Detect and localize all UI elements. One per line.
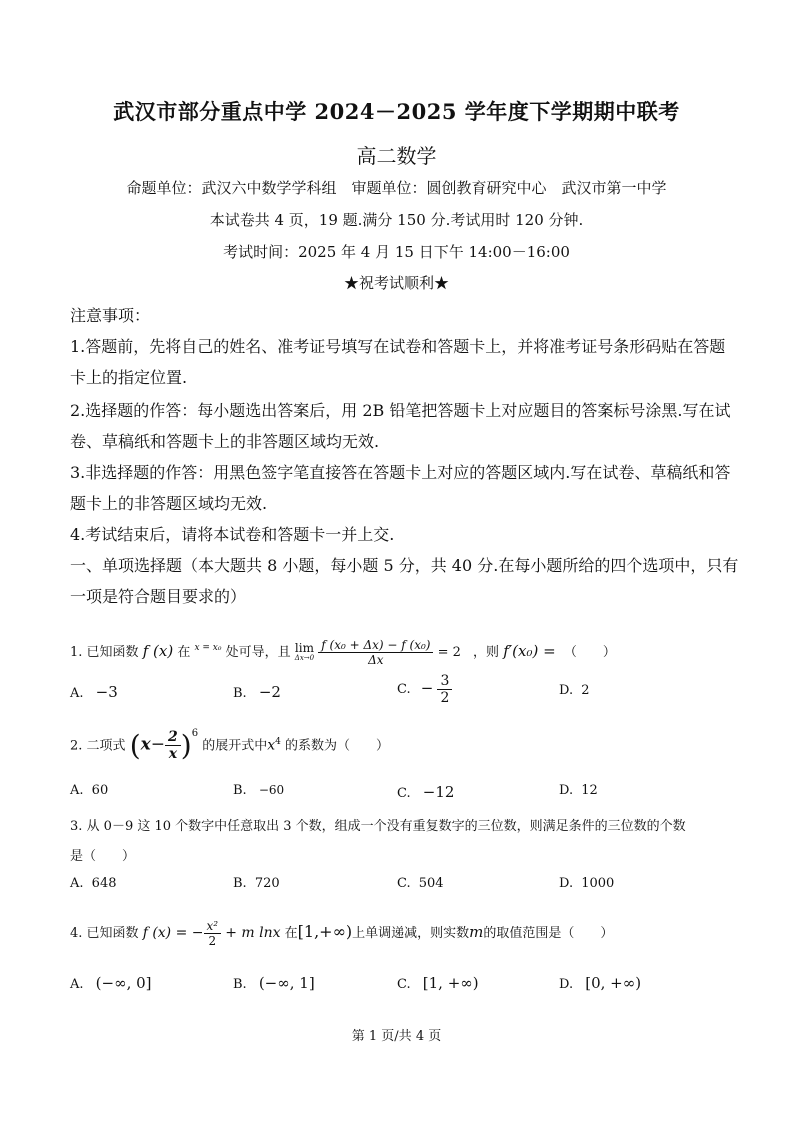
section-heading-line1: 一、单项选择题（本大题共 8 小题，每小题 5 分，共 40 分.在每小题所给的四个选项中，只有 [70,556,739,575]
option-label: D. [559,683,574,698]
q2-suffix: 的系数为（ ） [285,738,390,754]
q2-term: x [267,737,276,754]
option-label: A. [70,876,84,891]
q2-right-paren: ) [180,728,192,762]
exam-time: 考试时间：2025 年 4 月 15 日下午 14:00－16:00 [223,243,570,261]
question-4 [70,912,613,954]
q2-term-pow: 4 [275,737,281,747]
question-3-line1: 3. 从 0－9 这 10 个数字中任意取出 3 个数，组成一个没有重复数字的三位数，则满足条件的三位数的个数 [70,819,686,834]
q2-left-paren: ( [129,728,141,762]
question-2 [70,720,389,768]
option-value: −60 [258,783,285,797]
option-value: −12 [422,783,455,801]
q4-option-c[interactable] [397,974,479,992]
option-value: (−∞, 0] [95,974,152,992]
q1-option-b[interactable] [233,683,281,701]
q2-power: 6 [191,728,199,739]
q4-interval: [1,+∞) [297,922,353,941]
q4-option-a[interactable] [70,974,152,992]
notice-item-3b: 题卡上的非答题区域均无效. [70,494,268,513]
option-value: (−∞, 1] [258,974,315,992]
option-value: 720 [254,876,280,891]
q4-option-b[interactable] [233,974,315,992]
q4-mid: 上单调递减，则实数 [352,926,470,941]
option-label: A. [70,783,84,798]
q4-rest: + m lnx [225,925,281,941]
option-label: A. [70,977,84,992]
q4-fx: f (x) = − [142,925,204,941]
question-3-line2: 是（ ） [70,849,136,864]
option-value: 12 [581,783,598,798]
q2-minus: − [150,734,166,755]
option-label: C. [397,876,411,891]
q1-option-d[interactable] [559,683,590,698]
q1-fraction [318,638,433,667]
notice-item-2b: 卷、草稿纸和答题卡上的非答题区域均无效. [70,432,380,451]
option-value: 2 [581,683,590,698]
option-label: B. [233,977,247,992]
q4-fraction [204,919,222,948]
option-value: 648 [91,876,117,891]
q1-fprime: f′(x₀) = [503,642,556,660]
q4-m: m [469,923,484,941]
q1-blank: （ ） [563,645,616,660]
q1-fx: f (x) [142,642,174,660]
q1-at: 在 [177,645,191,660]
option-value: 60 [91,783,109,798]
exam-subtitle: 高二数学 [356,144,437,168]
option-value: 504 [418,876,444,891]
q1-then: ，则 [473,645,500,660]
option-label: C. [397,682,411,697]
q2-fraction [165,729,181,762]
q1-x-eq: x = x₀ [194,643,222,653]
q1-frac-num: f (x₀ + Δx) − f (x₀) [318,638,433,653]
notice-item-1a: 1.答题前，先将自己的姓名、准考证号填写在试卷和答题卡上，并将准考证号条形码贴在答题 [70,337,726,356]
option-label: C. [397,786,411,801]
notice-item-4: 4.考试结束后，请将本试卷和答题卡一并上交. [70,525,395,544]
option-value: 1000 [581,876,615,891]
q1-lim-word: lim [294,640,314,655]
option-label: D. [559,783,574,798]
q4-frac-num: x² [204,919,222,934]
q1-frac-den: Δx [368,653,384,667]
option-value: [0, +∞) [585,974,642,992]
q3-option-b[interactable] [233,876,280,891]
q3-option-a[interactable] [70,876,117,891]
exam-title: 武汉市部分重点中学 2024－2025 学年度下学期期中联考 [113,99,680,124]
fraction-denominator: 2 [440,690,450,706]
page-number: 第 1 页/共 4 页 [351,1029,442,1044]
option-label: D. [559,876,574,891]
q4-suffix: 的取值范围是（ ） [483,926,614,941]
question-1 [70,630,616,671]
option-label: B. [233,876,247,891]
q4-frac-den: 2 [208,934,217,948]
q4-at: 在 [284,926,298,941]
q2-option-d[interactable] [559,783,598,798]
option-label: B. [233,783,247,798]
notice-item-3a: 3.非选择题的作答：用黑色签字笔直接答在答题卡上对应的答题区域内.写在试卷、草稿纸和答 [70,463,731,482]
section-heading-line2: 一项是符合题目要求的） [70,587,247,606]
q3-option-c[interactable] [397,876,444,891]
option-label: D. [559,977,574,992]
option-label: A. [70,686,84,701]
q2-option-a[interactable] [70,783,108,798]
notice-heading: 注意事项： [70,306,151,325]
q2-x: x [140,734,151,755]
q1-lim-sub: Δx→0 [294,653,315,662]
option-label: B. [233,686,247,701]
q2-option-c[interactable] [397,783,454,801]
notice-item-1b: 卡上的指定位置. [70,368,188,387]
exam-units: 命题单位：武汉六中数学学科组 审题单位：圆创教育研究中心 武汉市第一中学 [126,179,667,197]
option-value: −3 [95,683,118,701]
exam-info: 本试卷共 4 页，19 题.满分 150 分.考试用时 120 分钟. [209,211,584,229]
q2-prefix: 2. 二项式 [70,738,126,754]
fraction-numerator: 3 [437,673,452,690]
q2-frac-den: x [168,746,178,763]
q1-option-c[interactable] [397,673,452,706]
q2-frac-num: 2 [165,729,181,746]
option-value: −2 [258,683,281,701]
q1-prefix: 1. 已知函数 [70,645,139,660]
exam-blessing: ★祝考试顺利★ [343,274,449,292]
option-sign: − [420,679,434,697]
q4-prefix: 4. 已知函数 [70,926,139,941]
option-label: C. [397,977,411,992]
q3-option-d[interactable] [559,876,614,891]
q1-mid: 处可导，且 [225,645,291,660]
q1-eq: = 2 [437,645,461,660]
q2-mid: 的展开式中 [202,738,268,754]
q4-option-d[interactable] [559,974,641,992]
q1-option-a[interactable] [70,683,118,701]
option-fraction [437,673,452,706]
option-value: [1, +∞) [422,974,479,992]
q2-option-b[interactable] [233,783,284,798]
notice-item-2a: 2.选择题的作答：每小题选出答案后，用 2B 铅笔把答题卡上对应题目的答案标号涂黑.写在试 [70,401,731,420]
q1-lim [294,640,315,663]
